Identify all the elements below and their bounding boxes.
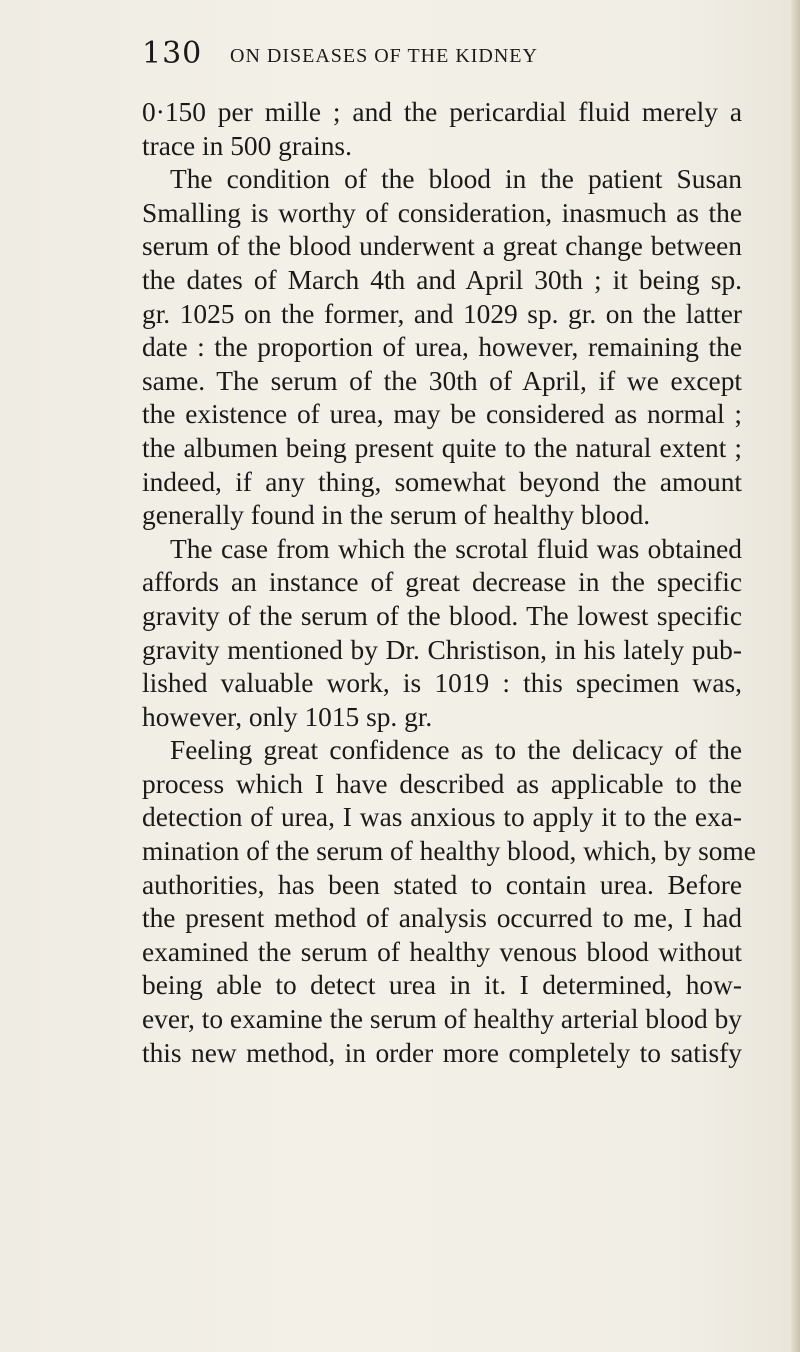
- text-line: ever, to examine the serum of healthy arterial blood by: [142, 1004, 742, 1035]
- text-line: date : the proportion of urea, however, remaining the: [142, 332, 742, 363]
- body-text: [142, 96, 756, 1070]
- text-line: gravity of the serum of the blood. The lowest specific: [142, 600, 742, 631]
- text-line: the albumen being present quite to the natural extent ;: [142, 432, 742, 463]
- text-line: the present method of analysis occurred to me, I had: [142, 903, 742, 934]
- text-line: mination of the serum of healthy blood, which, by some: [142, 836, 756, 867]
- text-line: examined the serum of healthy venous blood without: [142, 936, 742, 967]
- text-line: generally found in the serum of healthy blood.: [142, 500, 651, 531]
- text-line: trace in 500 grains.: [142, 130, 352, 161]
- text-line: being able to detect urea in it. I determined, how-: [142, 970, 742, 1001]
- text-line: same. The serum of the 30th of April, if we except: [142, 365, 742, 396]
- text-line: the dates of March 4th and April 30th ; it being sp.: [142, 264, 742, 295]
- text-line: Feeling great confidence as to the delicacy of the: [170, 735, 742, 766]
- page-edge-shadow: [791, 0, 800, 1352]
- text-line: this new method, in order more completely to satisfy: [142, 1037, 742, 1068]
- text-line: detection of urea, I was anxious to apply it to the exa-: [142, 802, 742, 833]
- text-line: Smalling is worthy of consideration, inasmuch as the: [142, 197, 742, 228]
- text-line: process which I have described as applicable to the: [142, 768, 742, 799]
- running-head: [142, 36, 742, 76]
- text-line: the existence of urea, may be considered as normal ;: [142, 399, 742, 430]
- text-line: serum of the blood underwent a great change between: [142, 231, 742, 262]
- text-line: indeed, if any thing, somewhat beyond the amount: [142, 466, 742, 497]
- text-line: lished valuable work, is 1019 : this specimen was,: [142, 668, 742, 699]
- running-title: ON DISEASES OF THE KIDNEY: [230, 45, 538, 67]
- text-line: The condition of the blood in the patient Susan: [170, 164, 742, 195]
- text-line: authorities, has been stated to contain urea. Before: [142, 869, 742, 900]
- text-line: gr. 1025 on the former, and 1029 sp. gr. on the latter: [142, 298, 742, 329]
- text-line: affords an instance of great decrease in the specific: [142, 567, 742, 598]
- page-number: 130: [142, 36, 203, 71]
- text-line: however, only 1015 sp. gr.: [142, 701, 433, 732]
- text-line: 0·150 per mille ; and the pericardial fluid merely a: [142, 97, 742, 127]
- text-line: gravity mentioned by Dr. Christison, in his lately pub-: [142, 634, 742, 665]
- text-line: The case from which the scrotal fluid was obtained: [170, 533, 742, 564]
